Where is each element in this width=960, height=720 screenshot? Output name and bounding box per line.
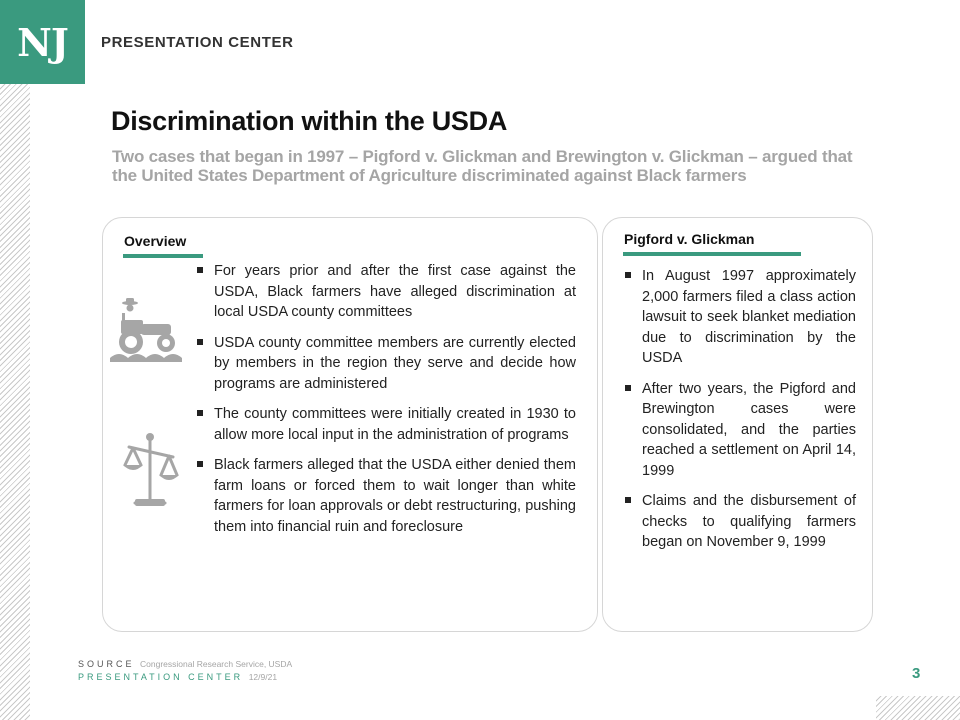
overview-underline: [123, 254, 203, 258]
pigford-underline: [623, 252, 801, 256]
tractor-farmer-icon: [109, 296, 189, 362]
decorative-stripes-bottom-right: [876, 696, 960, 720]
overview-header: Overview: [124, 233, 187, 249]
footer-date: 12/9/21: [248, 672, 278, 682]
brand-name: PRESENTATION CENTER: [101, 34, 294, 51]
overview-card: [102, 217, 598, 632]
pigford-bullet-list: [624, 266, 856, 563]
source-label: SOURCE: [78, 659, 135, 669]
nj-logo: [0, 0, 85, 84]
pigford-bullet-2: After two years, the Pigford and Brewington cases were consolidated, and the parties reached a settlement on April 14, 1999: [624, 379, 856, 482]
page-number: 3: [912, 665, 921, 682]
pigford-card: [602, 217, 873, 632]
footer-source: [78, 659, 292, 669]
slide-title: Discrimination within the USDA: [111, 106, 508, 136]
pigford-bullet-3: Claims and the disbursement of checks to qualifying farmers began on November 9, 1999: [624, 491, 856, 553]
decorative-stripes-left: [0, 84, 30, 720]
source-value: Congressional Research Service, USDA: [140, 659, 293, 669]
pigford-bullet-1: In August 1997 approximately 2,000 farmers filed a class action lawsuit to seek blanket mediation due to discrimination by the USDA: [624, 266, 856, 369]
pigford-header: Pigford v. Glickman: [624, 231, 755, 247]
slide-subtitle: Two cases that began in 1997 – Pigford v. Glickman and Brewington v. Glickman – argued that the United States Department of Agriculture discriminated against Black farmers: [112, 147, 853, 185]
scales-of-justice-icon: [121, 431, 181, 509]
overview-bullet-list: [196, 261, 576, 547]
logo-text: NJ: [17, 19, 68, 65]
overview-bullet-1: For years prior and after the first case against the USDA, Black farmers have alleged discrimination at local USDA county committees: [196, 261, 576, 323]
footer-center-label: PRESENTATION CENTER: [78, 672, 244, 682]
overview-bullet-2: USDA county committee members are currently elected by members in the region they serve and decide how programs are administered: [196, 333, 576, 395]
overview-bullet-3: The county committees were initially created in 1930 to allow more local input in the administration of programs: [196, 404, 576, 445]
footer-presentation-center: [78, 672, 277, 682]
overview-bullet-4: Black farmers alleged that the USDA either denied them farm loans or forced them to wait longer than white farmers for loan approvals or debt restructuring, pushing them into financial ruin and foreclosure: [196, 455, 576, 537]
